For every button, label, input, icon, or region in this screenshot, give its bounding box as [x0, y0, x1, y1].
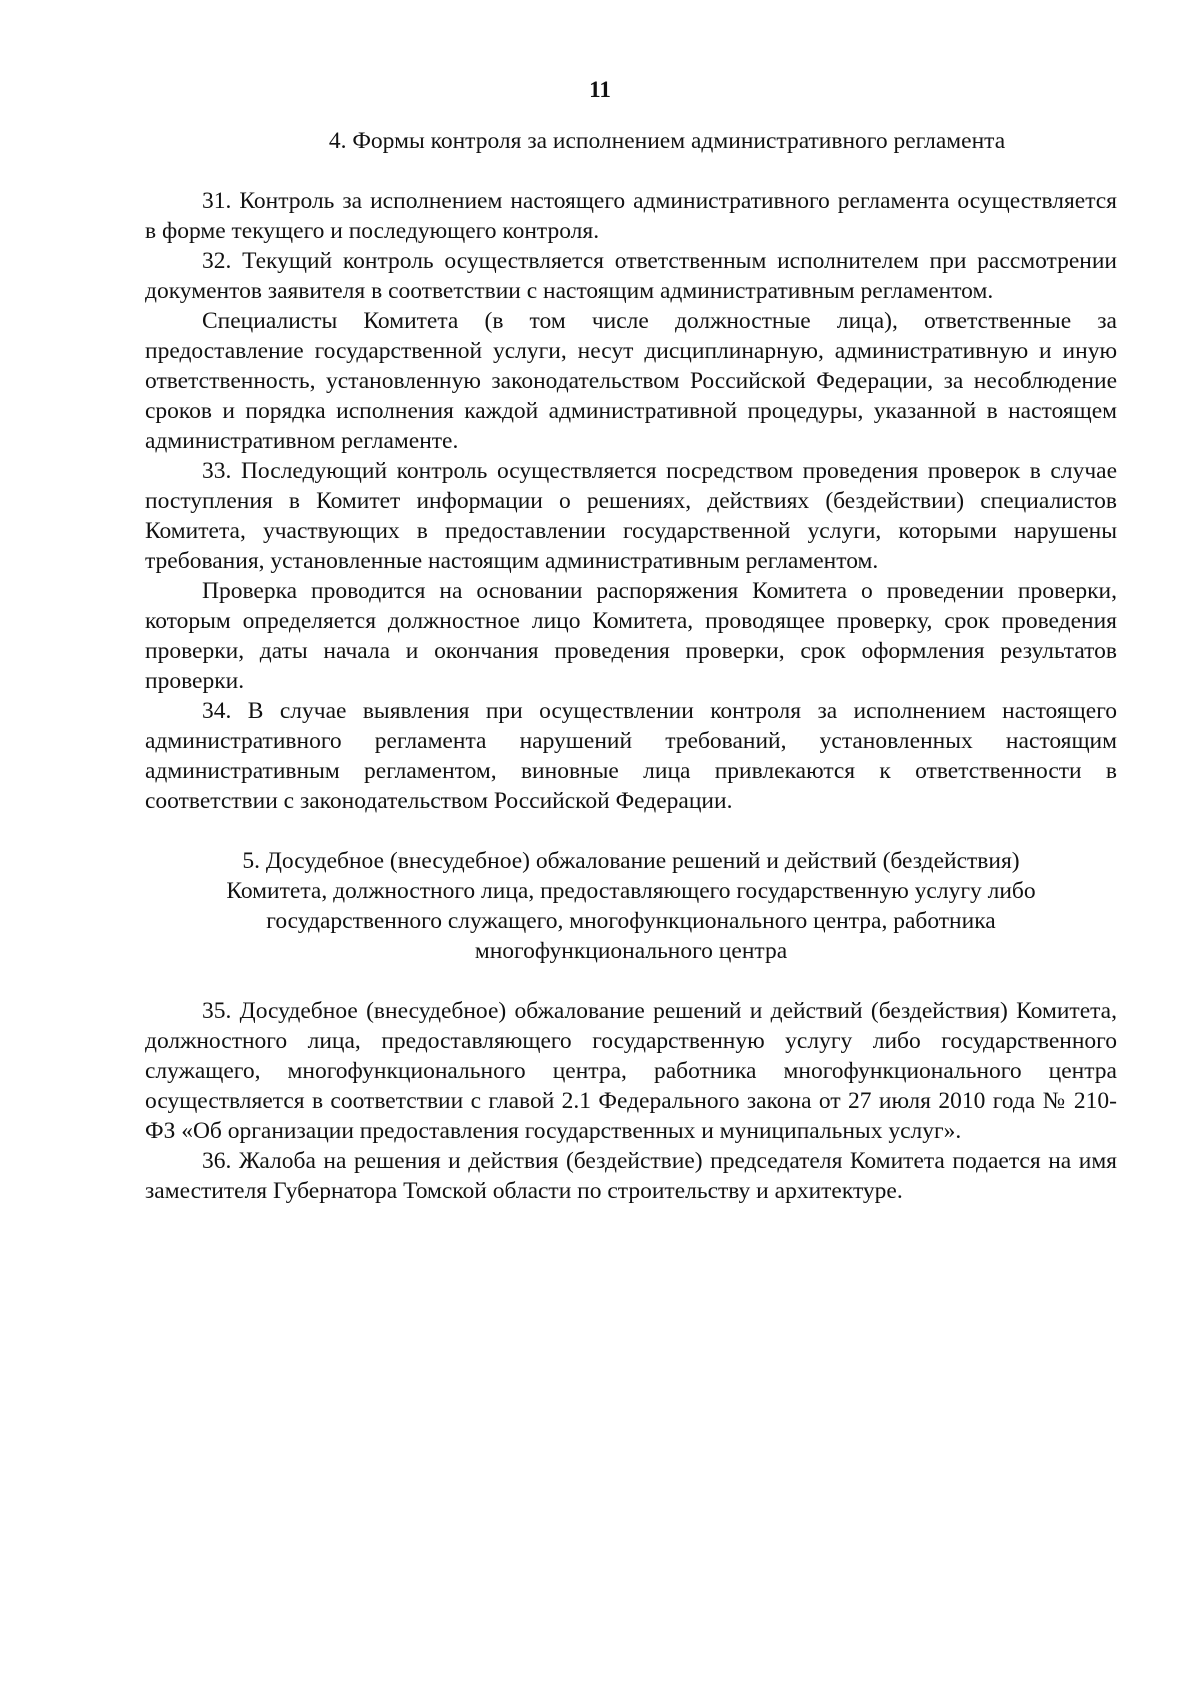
section-5-heading-line: многофункционального центра	[474, 938, 788, 964]
section-5-heading-line: Комитета, должностного лица, предоставляющего государственную услугу либо	[226, 878, 1036, 904]
paragraph-32: 32. Текущий контроль осуществляется ответственным исполнителем при рассмотрении документов заявителя в соответствии с настоящим административным регламентом.	[145, 248, 1117, 304]
section-5-heading-line: государственного служащего, многофункционального центра, работника	[266, 908, 996, 934]
paragraph-34: 34. В случае выявления при осуществлении контроля за исполнением настоящего административного регламента нарушений требований, установленных настоящим административным регламентом, виновные лица привлекаются к ответственности в соответствии с законодательством Российской Федерации.	[145, 698, 1117, 814]
spacer	[145, 156, 1117, 186]
spacer	[145, 966, 1117, 996]
paragraph-32-specialists: Специалисты Комитета (в том числе должностные лица), ответственные за предоставление государственной услуги, несут дисциплинарную, административную и иную ответственность, установленную законодательством Российской Федерации, за несоблюдение сроков и порядка исполнения каждой административной процедуры, указанной в настоящем административном регламенте.	[145, 308, 1117, 454]
paragraph-36: 36. Жалоба на решения и действия (бездействие) председателя Комитета подается на имя заместителя Губернатора Томской области по строительству и архитектуре.	[145, 1148, 1117, 1204]
section-4-heading: 4. Формы контроля за исполнением административного регламента	[328, 128, 1006, 154]
paragraph-35: 35. Досудебное (внесудебное) обжалование решений и действий (бездействия) Комитета, должностного лица, предоставляющего государственную услугу либо государственного служащего, многофункционального центра, работника многофункционального центра осуществляется в соответствии с главой 2.1 Федерального закона от 27 июля 2010 года № 210-ФЗ «Об организации предоставления государственных и муниципальных услуг».	[145, 998, 1117, 1144]
paragraph-31: 31. Контроль за исполнением настоящего административного регламента осуществляется в форме текущего и последующего контроля.	[145, 188, 1117, 244]
page-content	[145, 126, 1117, 1206]
paragraph-33: 33. Последующий контроль осуществляется посредством проведения проверок в случае поступления в Комитет информации о решениях, действиях (бездействии) специалистов Комитета, участвующих в предоставлении государственной услуги, которыми нарушены требования, установленные настоящим административным регламентом.	[145, 458, 1117, 574]
paragraph-33-inspection: Проверка проводится на основании распоряжения Комитета о проведении проверки, которым определяется должностное лицо Комитета, проводящее проверку, срок проведения проверки, даты начала и окончания проведения проверки, срок оформления результатов проверки.	[145, 578, 1117, 694]
section-5-heading-line: 5. Досудебное (внесудебное) обжалование решений и действий (бездействия)	[242, 848, 1020, 874]
page-number: 11	[589, 77, 611, 102]
section-5-heading	[145, 846, 1117, 966]
